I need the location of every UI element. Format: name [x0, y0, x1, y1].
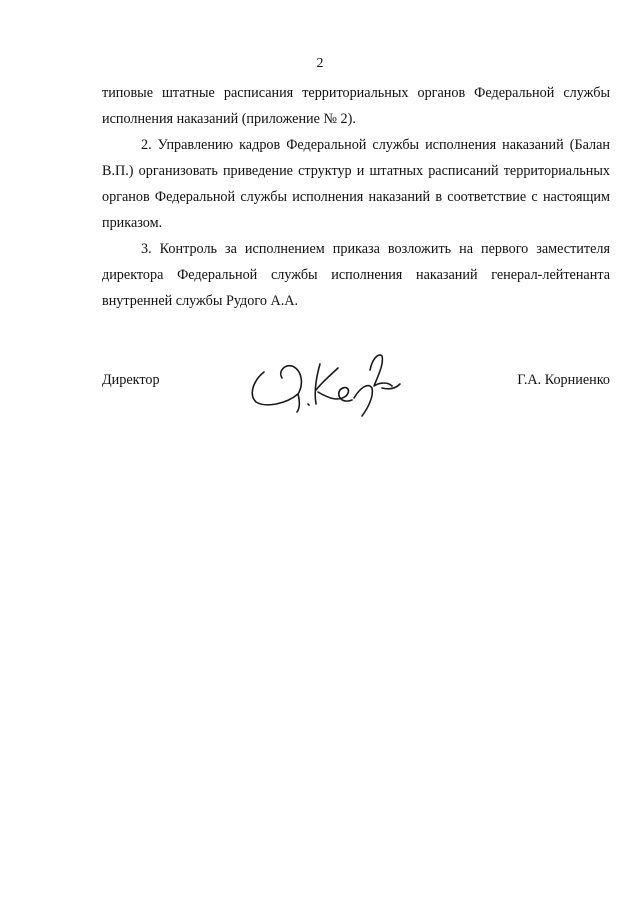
signature-block	[102, 362, 610, 432]
paragraph-item-2: 2. Управлению кадров Федеральной службы исполнения наказаний (Балан В.П.) организовать приведение структур и штатных расписаний территориальных органов Федеральной службы исполнения наказаний в соответствие с настоящим приказом.	[102, 137, 610, 231]
document-body	[102, 80, 610, 314]
paragraph-continuation: типовые штатные расписания территориальных органов Федеральной службы исполнения наказаний (приложение № 2).	[102, 85, 610, 127]
page-number: 2	[316, 56, 324, 71]
signatory-name: Г.А. Корниенко	[517, 372, 610, 388]
paragraph-item-3: 3. Контроль за исполнением приказа возложить на первого заместителя директора Федеральной службы исполнения наказаний генерал-лейтенанта внутренней службы Рудого А.А.	[102, 241, 610, 309]
signatory-title: Директор	[102, 372, 160, 388]
handwritten-signature	[242, 342, 402, 422]
